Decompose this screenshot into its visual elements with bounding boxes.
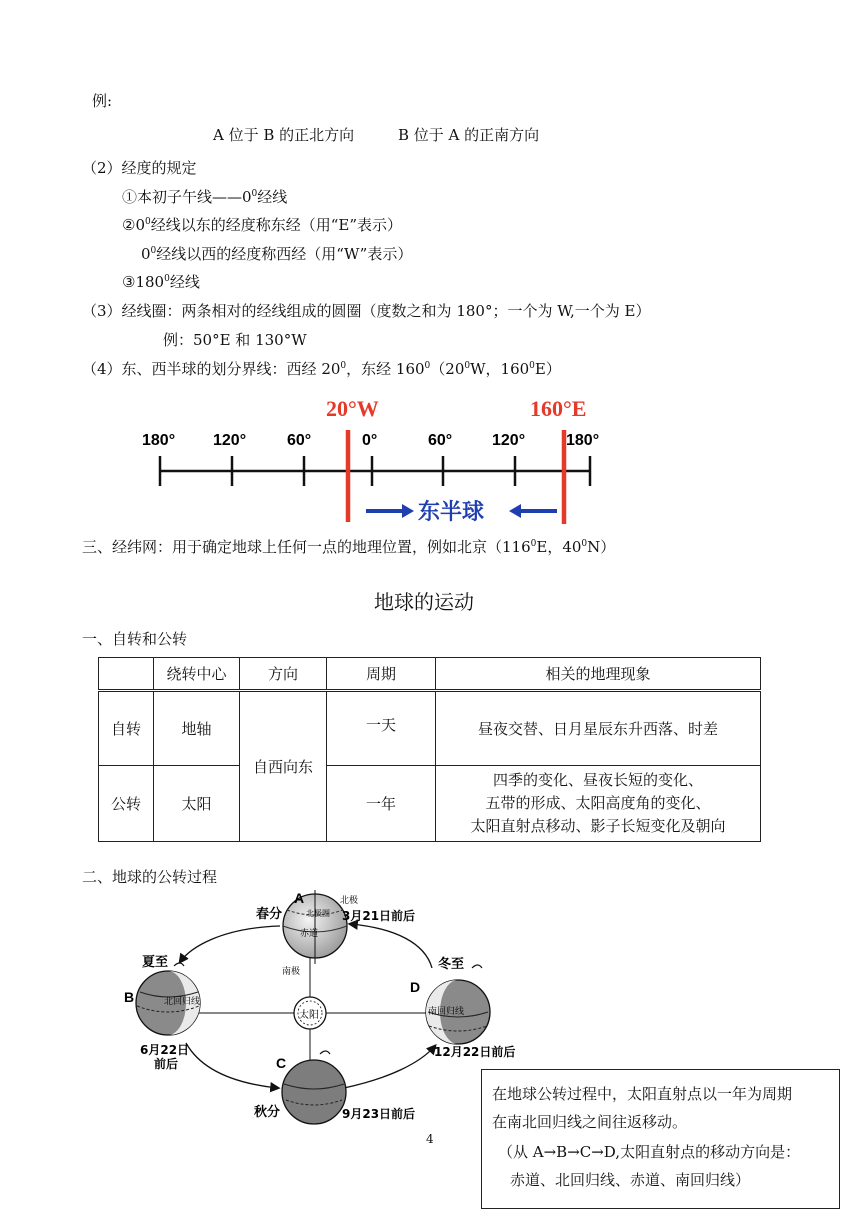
- note-box: [481, 1069, 840, 1209]
- north-pole-label: 北极: [340, 896, 359, 906]
- east-hemisphere-arrow-left: [366, 504, 414, 518]
- rotation-arrow-d-icon: [472, 965, 482, 968]
- longitude-rule-2: $②0^0$经线以东的经度称东经（用“E”表示）: [122, 216, 403, 234]
- label-20w: 20°W: [326, 396, 379, 421]
- orbit-diagram: [110, 888, 540, 1128]
- tick-label-120w: 120°: [213, 432, 247, 449]
- hemisphere-line-heading: （4）东、西半球的划分界线：西经 $20^0$，东经 $160^0(20^0W$，$160^0E$）: [82, 360, 561, 378]
- tick-label-120e: 120°: [492, 432, 526, 449]
- row-revolution-center: 太阳: [154, 766, 240, 842]
- note-line-3: （从 A→B→C→D,太阳直射点的移动方向是：: [498, 1143, 801, 1161]
- note-line-4: 赤道、北回归线、赤道、南回归线）: [510, 1171, 751, 1189]
- term-a: 春分: [256, 907, 283, 922]
- page-number: 4: [426, 1132, 434, 1146]
- rotation-arrow-c-icon: [320, 1051, 330, 1054]
- south-pole-label: 南极: [282, 967, 301, 977]
- tropic-capricorn-label: 南回归线: [428, 1007, 465, 1017]
- date-b-1: 6月22日: [140, 1043, 190, 1057]
- meridian-circle-example: 例：50°E 和 130°W: [163, 331, 307, 349]
- longitude-rules-heading: （2）经度的规定: [82, 159, 197, 177]
- arctic-circle-label: 北极圈: [306, 909, 330, 918]
- rotation-revolution-heading: 一、自转和公转: [82, 630, 188, 648]
- tick-label-0: 0°: [362, 432, 378, 449]
- east-hemisphere-label: 东半球: [418, 500, 485, 525]
- row-revolution-phenomena: 四季的变化、昼夜长短的变化、 五带的形成、太阳高度角的变化、 太阳直射点移动、影子长短变化及朝向: [436, 766, 761, 842]
- hemisphere-scale-diagram: [130, 388, 630, 528]
- sun-label: 太阳: [299, 1010, 319, 1021]
- row-rotation-period: 一天: [327, 691, 436, 766]
- table-header-blank: [99, 658, 154, 691]
- date-b-2: 前后: [154, 1057, 179, 1071]
- tick-label-180w: 180°: [142, 432, 176, 449]
- term-b: 夏至: [142, 955, 169, 970]
- direction-cell: 自西向东: [240, 691, 327, 842]
- rotation-revolution-table: [98, 657, 761, 842]
- tick-label-60w: 60°: [287, 432, 312, 449]
- date-a: 3月21日前后: [342, 909, 416, 923]
- section-title: 地球的运动: [374, 590, 474, 614]
- tick-label-60e: 60°: [428, 432, 453, 449]
- table-header-period: 周期: [327, 658, 436, 691]
- equator-label: 赤道: [300, 929, 319, 939]
- letter-c: C: [276, 1055, 287, 1071]
- example-label: 例:: [92, 92, 113, 110]
- note-line-2: 在南北回归线之间往返移动。: [492, 1113, 688, 1131]
- date-c: 9月23日前后: [342, 1107, 416, 1121]
- note-line-1: 在地球公转过程中，太阳直射点以一年为周期: [492, 1085, 793, 1103]
- row-rotation-name: 自转: [99, 691, 154, 766]
- tick-label-180e: 180°: [566, 432, 600, 449]
- row-rotation-phenomena: 昼夜交替、日月星辰东升西落、时差: [436, 691, 761, 766]
- row-revolution-period: 一年: [327, 766, 436, 842]
- example-b-south: B 位于 A 的正南方向: [398, 126, 540, 144]
- letter-a: A: [294, 890, 305, 906]
- date-d: 12月22日前后: [434, 1045, 516, 1059]
- meridian-circle-heading: （3）经线圈：两条相对的经线组成的圆圈（度数之和为 180°；一个为 W,一个为 E）: [82, 302, 651, 320]
- letter-b: B: [124, 989, 135, 1005]
- longitude-rule-1: ①本初子午线$——0^0$经线: [122, 188, 288, 206]
- graticule-text: 三、经纬网：用于确定地球上任何一点的地理位置，例如北京（$116^0E$，$40^0N$）: [82, 538, 616, 556]
- row-revolution-name: 公转: [99, 766, 154, 842]
- letter-d: D: [410, 979, 421, 995]
- term-d: 冬至: [438, 957, 465, 972]
- rotation-arrow-b-icon: [174, 963, 184, 966]
- globe-c: [282, 1060, 346, 1124]
- table-header-center: 绕转中心: [154, 658, 240, 691]
- term-c: 秋分: [254, 1105, 281, 1120]
- example-a-north: A 位于 B 的正北方向: [213, 126, 355, 144]
- longitude-rule-4: $③180^0$经线: [122, 273, 200, 291]
- table-header-direction: 方向: [240, 658, 327, 691]
- longitude-rule-3: $0^0$经线以西的经度称西经（用“W”表示）: [141, 245, 413, 263]
- east-hemisphere-arrow-right: [509, 504, 557, 518]
- orbit-heading: 二、地球的公转过程: [82, 868, 218, 886]
- row-rotation-center: 地轴: [154, 691, 240, 766]
- label-160e: 160°E: [530, 396, 587, 421]
- globe-a: [283, 890, 347, 964]
- tropic-cancer-label: 北回归线: [164, 997, 201, 1007]
- table-header-phenomena: 相关的地理现象: [436, 658, 761, 691]
